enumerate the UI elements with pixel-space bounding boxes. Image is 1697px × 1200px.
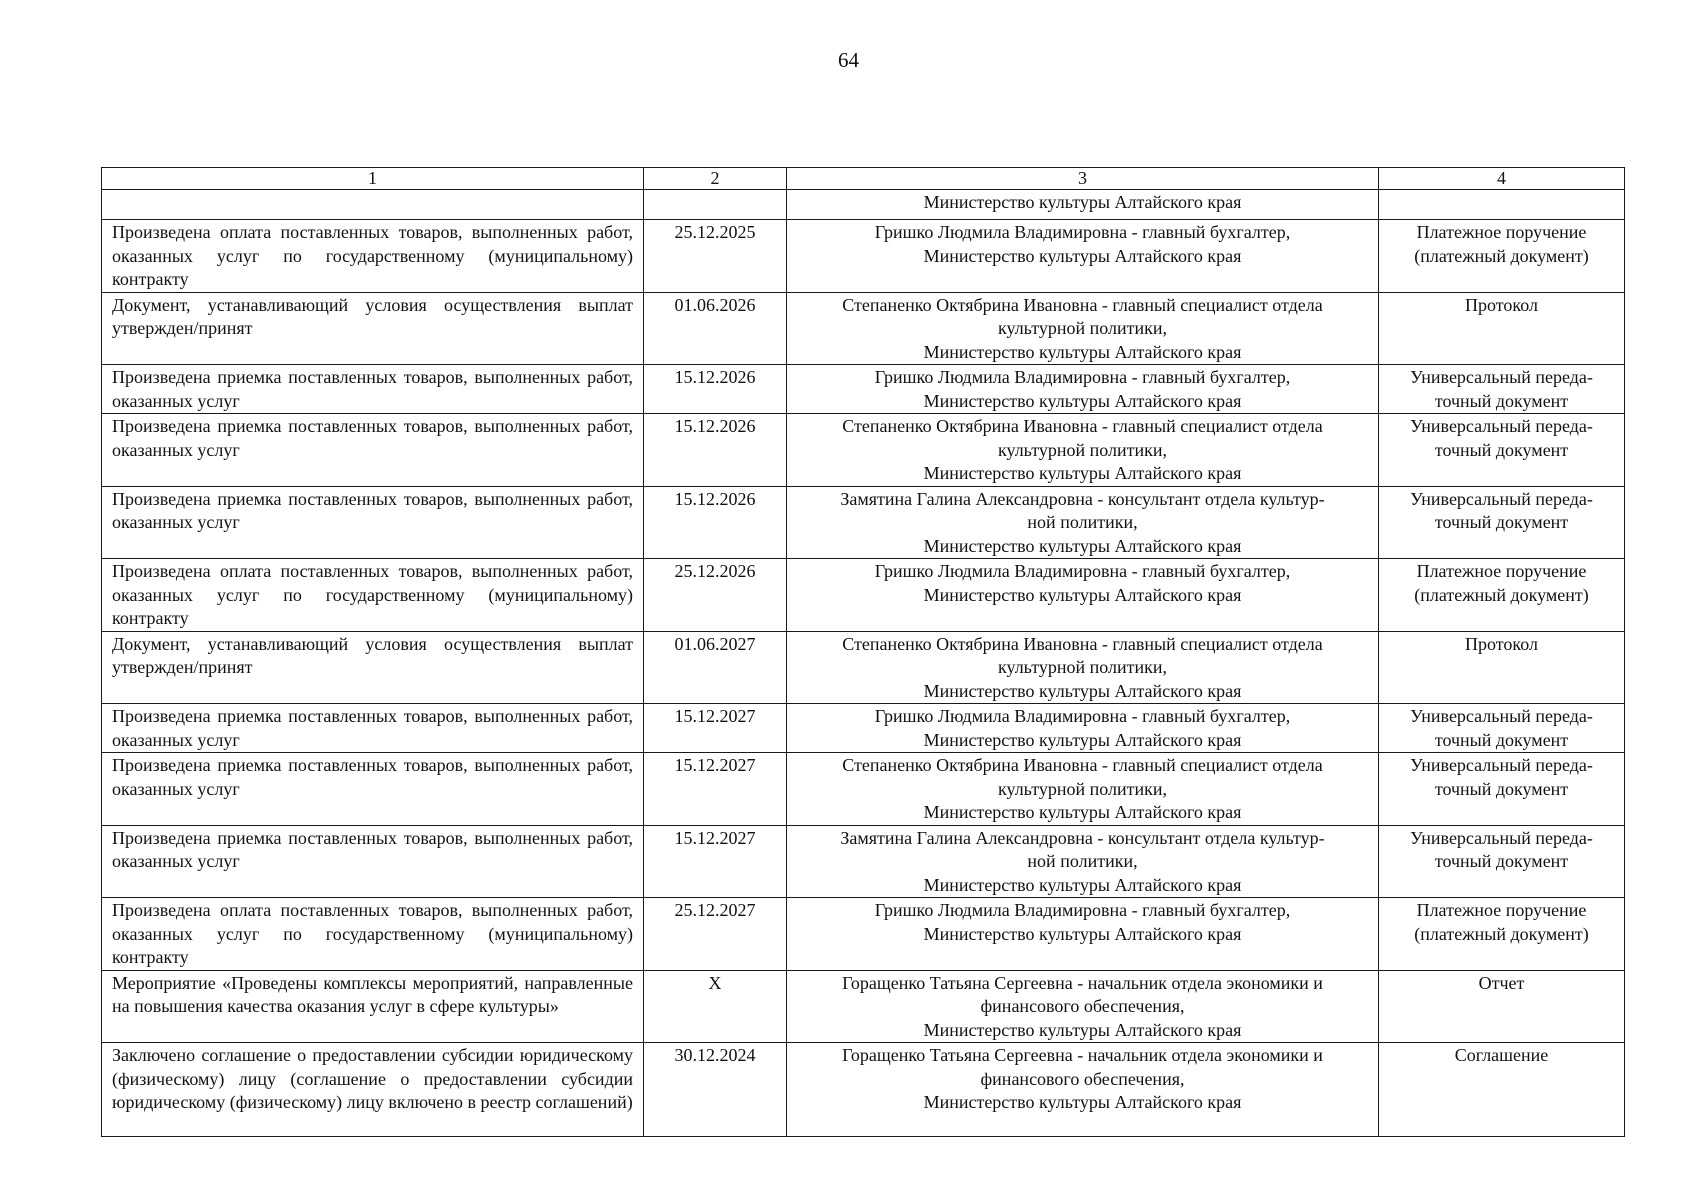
date-cell: 15.12.2026 bbox=[644, 365, 787, 414]
date-cell: 25.12.2027 bbox=[644, 898, 787, 971]
document-cell: Универсальный передаточный документ bbox=[1379, 704, 1625, 753]
event-cell: Мероприятие «Проведены комплексы мероприятий, направленные на повышения качества оказания услуг в сфере культуры» bbox=[102, 970, 644, 1043]
document-cell: Протокол bbox=[1379, 631, 1625, 704]
responsible-cell bbox=[787, 704, 1379, 753]
event-cell: Произведена приемка поставленных товаров, выполненных работ, оказанных услуг bbox=[102, 825, 644, 898]
responsible-line: Гришко Людмила Владимировна - главный бухгалтер, bbox=[874, 367, 1291, 387]
event-cell: Произведена оплата поставленных товаров, выполненных работ, оказанных услуг по государственному (муниципальному) контракту bbox=[102, 559, 644, 632]
event-cell: Документ, устанавливающий условия осуществления выплат утвержден/принят bbox=[102, 292, 644, 365]
responsible-cell bbox=[787, 898, 1379, 971]
event-cell: Произведена приемка поставленных товаров, выполненных работ, оказанных услуг bbox=[102, 365, 644, 414]
date-cell bbox=[644, 190, 787, 220]
date-cell: 15.12.2026 bbox=[644, 486, 787, 559]
responsible-cell bbox=[787, 753, 1379, 826]
responsible-line: Степаненко Октябрина Ивановна - главный специалист отдела bbox=[842, 294, 1323, 315]
responsible-line: культурной политики, bbox=[998, 657, 1167, 677]
responsible-line: Министерство культуры Алтайского края bbox=[923, 245, 1242, 266]
responsible-cell bbox=[787, 486, 1379, 559]
column-header: 4 bbox=[1379, 168, 1625, 190]
responsible-cell bbox=[787, 825, 1379, 898]
responsible-line: Министерство культуры Алтайского края bbox=[923, 874, 1242, 895]
column-header: 2 bbox=[644, 168, 787, 190]
date-cell: 25.12.2026 bbox=[644, 559, 787, 632]
responsible-cell bbox=[787, 970, 1379, 1043]
event-cell: Произведена приемка поставленных товаров, выполненных работ, оказанных услуг bbox=[102, 414, 644, 487]
table-row bbox=[102, 898, 1625, 971]
table-row bbox=[102, 486, 1625, 559]
responsible-line: Министерство культуры Алтайского края bbox=[923, 680, 1242, 701]
event-cell: Заключено соглашение о предоставлении субсидии юридическому (физическому) лицу (соглашение о предоставлении субсидии юридическому (физическому) лицу включено в реестр соглашений) bbox=[102, 1043, 644, 1137]
table-row bbox=[102, 631, 1625, 704]
document-cell: Платежное поручение (платежный документ) bbox=[1379, 559, 1625, 632]
column-header: 1 bbox=[102, 168, 644, 190]
responsible-cell bbox=[787, 1043, 1379, 1137]
responsible-line: Гришко Людмила Владимировна - главный бухгалтер, bbox=[874, 706, 1291, 726]
event-cell: Произведена приемка поставленных товаров, выполненных работ, оказанных услуг bbox=[102, 704, 644, 753]
column-header: 3 bbox=[787, 168, 1379, 190]
event-cell: Произведена оплата поставленных товаров, выполненных работ, оказанных услуг по государственному (муниципальному) контракту bbox=[102, 220, 644, 293]
document-cell: Отчет bbox=[1379, 970, 1625, 1043]
table-row bbox=[102, 970, 1625, 1043]
responsible-line: Министерство культуры Алтайского края bbox=[923, 390, 1242, 411]
event-cell: Документ, устанавливающий условия осуществления выплат утвержден/принят bbox=[102, 631, 644, 704]
table-row bbox=[102, 365, 1625, 414]
responsible-cell bbox=[787, 220, 1379, 293]
document-cell: Универсальный передаточный документ bbox=[1379, 825, 1625, 898]
table-body bbox=[102, 190, 1625, 1137]
responsible-cell bbox=[787, 292, 1379, 365]
table-row bbox=[102, 704, 1625, 753]
responsible-line: Министерство культуры Алтайского края bbox=[923, 535, 1242, 556]
document-cell: Универсальный передаточный документ bbox=[1379, 414, 1625, 487]
document-cell: Универсальный передаточный документ bbox=[1379, 365, 1625, 414]
table-row bbox=[102, 559, 1625, 632]
responsible-line: Министерство культуры Алтайского края bbox=[923, 192, 1242, 212]
date-cell: 15.12.2027 bbox=[644, 704, 787, 753]
table-header-row bbox=[102, 168, 1625, 190]
event-cell: Произведена приемка поставленных товаров, выполненных работ, оказанных услуг bbox=[102, 753, 644, 826]
responsible-line: Гришко Людмила Владимировна - главный бухгалтер, bbox=[874, 900, 1291, 920]
responsible-line: Министерство культуры Алтайского края bbox=[923, 923, 1242, 944]
date-cell: 01.06.2026 bbox=[644, 292, 787, 365]
document-cell: Универсальный передаточный документ bbox=[1379, 753, 1625, 826]
responsible-line: Замятина Галина Александровна - консультант отдела культур- bbox=[840, 827, 1325, 848]
responsible-line: Гришко Людмила Владимировна - главный бухгалтер, bbox=[874, 561, 1291, 581]
responsible-line: ной политики, bbox=[1027, 851, 1138, 871]
table-row bbox=[102, 292, 1625, 365]
responsible-line: Министерство культуры Алтайского края bbox=[923, 341, 1242, 362]
document-cell: Платежное поручение (платежный документ) bbox=[1379, 220, 1625, 293]
date-cell: 15.12.2026 bbox=[644, 414, 787, 487]
responsible-cell bbox=[787, 559, 1379, 632]
responsible-line: Министерство культуры Алтайского края bbox=[923, 802, 1242, 822]
page-number: 64 bbox=[838, 48, 859, 72]
event-cell bbox=[102, 190, 644, 220]
event-cell: Произведена приемка поставленных товаров, выполненных работ, оказанных услуг bbox=[102, 486, 644, 559]
responsible-cell bbox=[787, 631, 1379, 704]
responsible-line: Гришко Людмила Владимировна - главный бухгалтер, bbox=[874, 222, 1291, 242]
date-cell: 15.12.2027 bbox=[644, 825, 787, 898]
schedule-table bbox=[101, 167, 1625, 1137]
responsible-line: Горащенко Татьяна Сергеевна - начальник отдела экономики и bbox=[842, 1045, 1323, 1065]
document-cell: Платежное поручение (платежный документ) bbox=[1379, 898, 1625, 971]
responsible-line: финансового обеспечения, bbox=[980, 996, 1185, 1016]
document-cell bbox=[1379, 190, 1625, 220]
responsible-line: Замятина Галина Александровна - консультант отдела культур- bbox=[840, 488, 1325, 509]
responsible-cell bbox=[787, 414, 1379, 487]
responsible-line: Министерство культуры Алтайского края bbox=[923, 584, 1242, 605]
table-row bbox=[102, 1043, 1625, 1137]
responsible-cell bbox=[787, 365, 1379, 414]
date-cell: 15.12.2027 bbox=[644, 753, 787, 826]
table-row bbox=[102, 190, 1625, 220]
responsible-line: Горащенко Татьяна Сергеевна - начальник отдела экономики и bbox=[842, 972, 1323, 993]
table-row bbox=[102, 220, 1625, 293]
table-row bbox=[102, 753, 1625, 826]
responsible-line: Министерство культуры Алтайского края bbox=[923, 463, 1242, 483]
responsible-line: культурной политики, bbox=[998, 778, 1167, 799]
responsible-line: Степаненко Октябрина Ивановна - главный специалист отдела bbox=[842, 755, 1323, 775]
document-cell: Протокол bbox=[1379, 292, 1625, 365]
document-cell: Универсальный передаточный документ bbox=[1379, 486, 1625, 559]
responsible-line: Степаненко Октябрина Ивановна - главный специалист отдела bbox=[842, 416, 1323, 436]
date-cell: 01.06.2027 bbox=[644, 631, 787, 704]
table-row bbox=[102, 414, 1625, 487]
responsible-line: Министерство культуры Алтайского края bbox=[923, 1019, 1242, 1040]
responsible-line: ной политики, bbox=[1027, 512, 1138, 532]
responsible-line: Министерство культуры Алтайского края bbox=[923, 729, 1242, 750]
date-cell: 25.12.2025 bbox=[644, 220, 787, 293]
responsible-line: Министерство культуры Алтайского края bbox=[923, 1092, 1242, 1112]
document-cell: Соглашение bbox=[1379, 1043, 1625, 1137]
event-cell: Произведена оплата поставленных товаров, выполненных работ, оказанных услуг по государственному (муниципальному) контракту bbox=[102, 898, 644, 971]
responsible-line: Степаненко Октябрина Ивановна - главный специалист отдела bbox=[842, 633, 1323, 654]
date-cell: 30.12.2024 bbox=[644, 1043, 787, 1137]
responsible-line: культурной политики, bbox=[998, 318, 1167, 338]
responsible-cell bbox=[787, 190, 1379, 220]
responsible-line: культурной политики, bbox=[998, 439, 1167, 460]
responsible-line: финансового обеспечения, bbox=[980, 1068, 1185, 1089]
table-row bbox=[102, 825, 1625, 898]
date-cell: X bbox=[644, 970, 787, 1043]
